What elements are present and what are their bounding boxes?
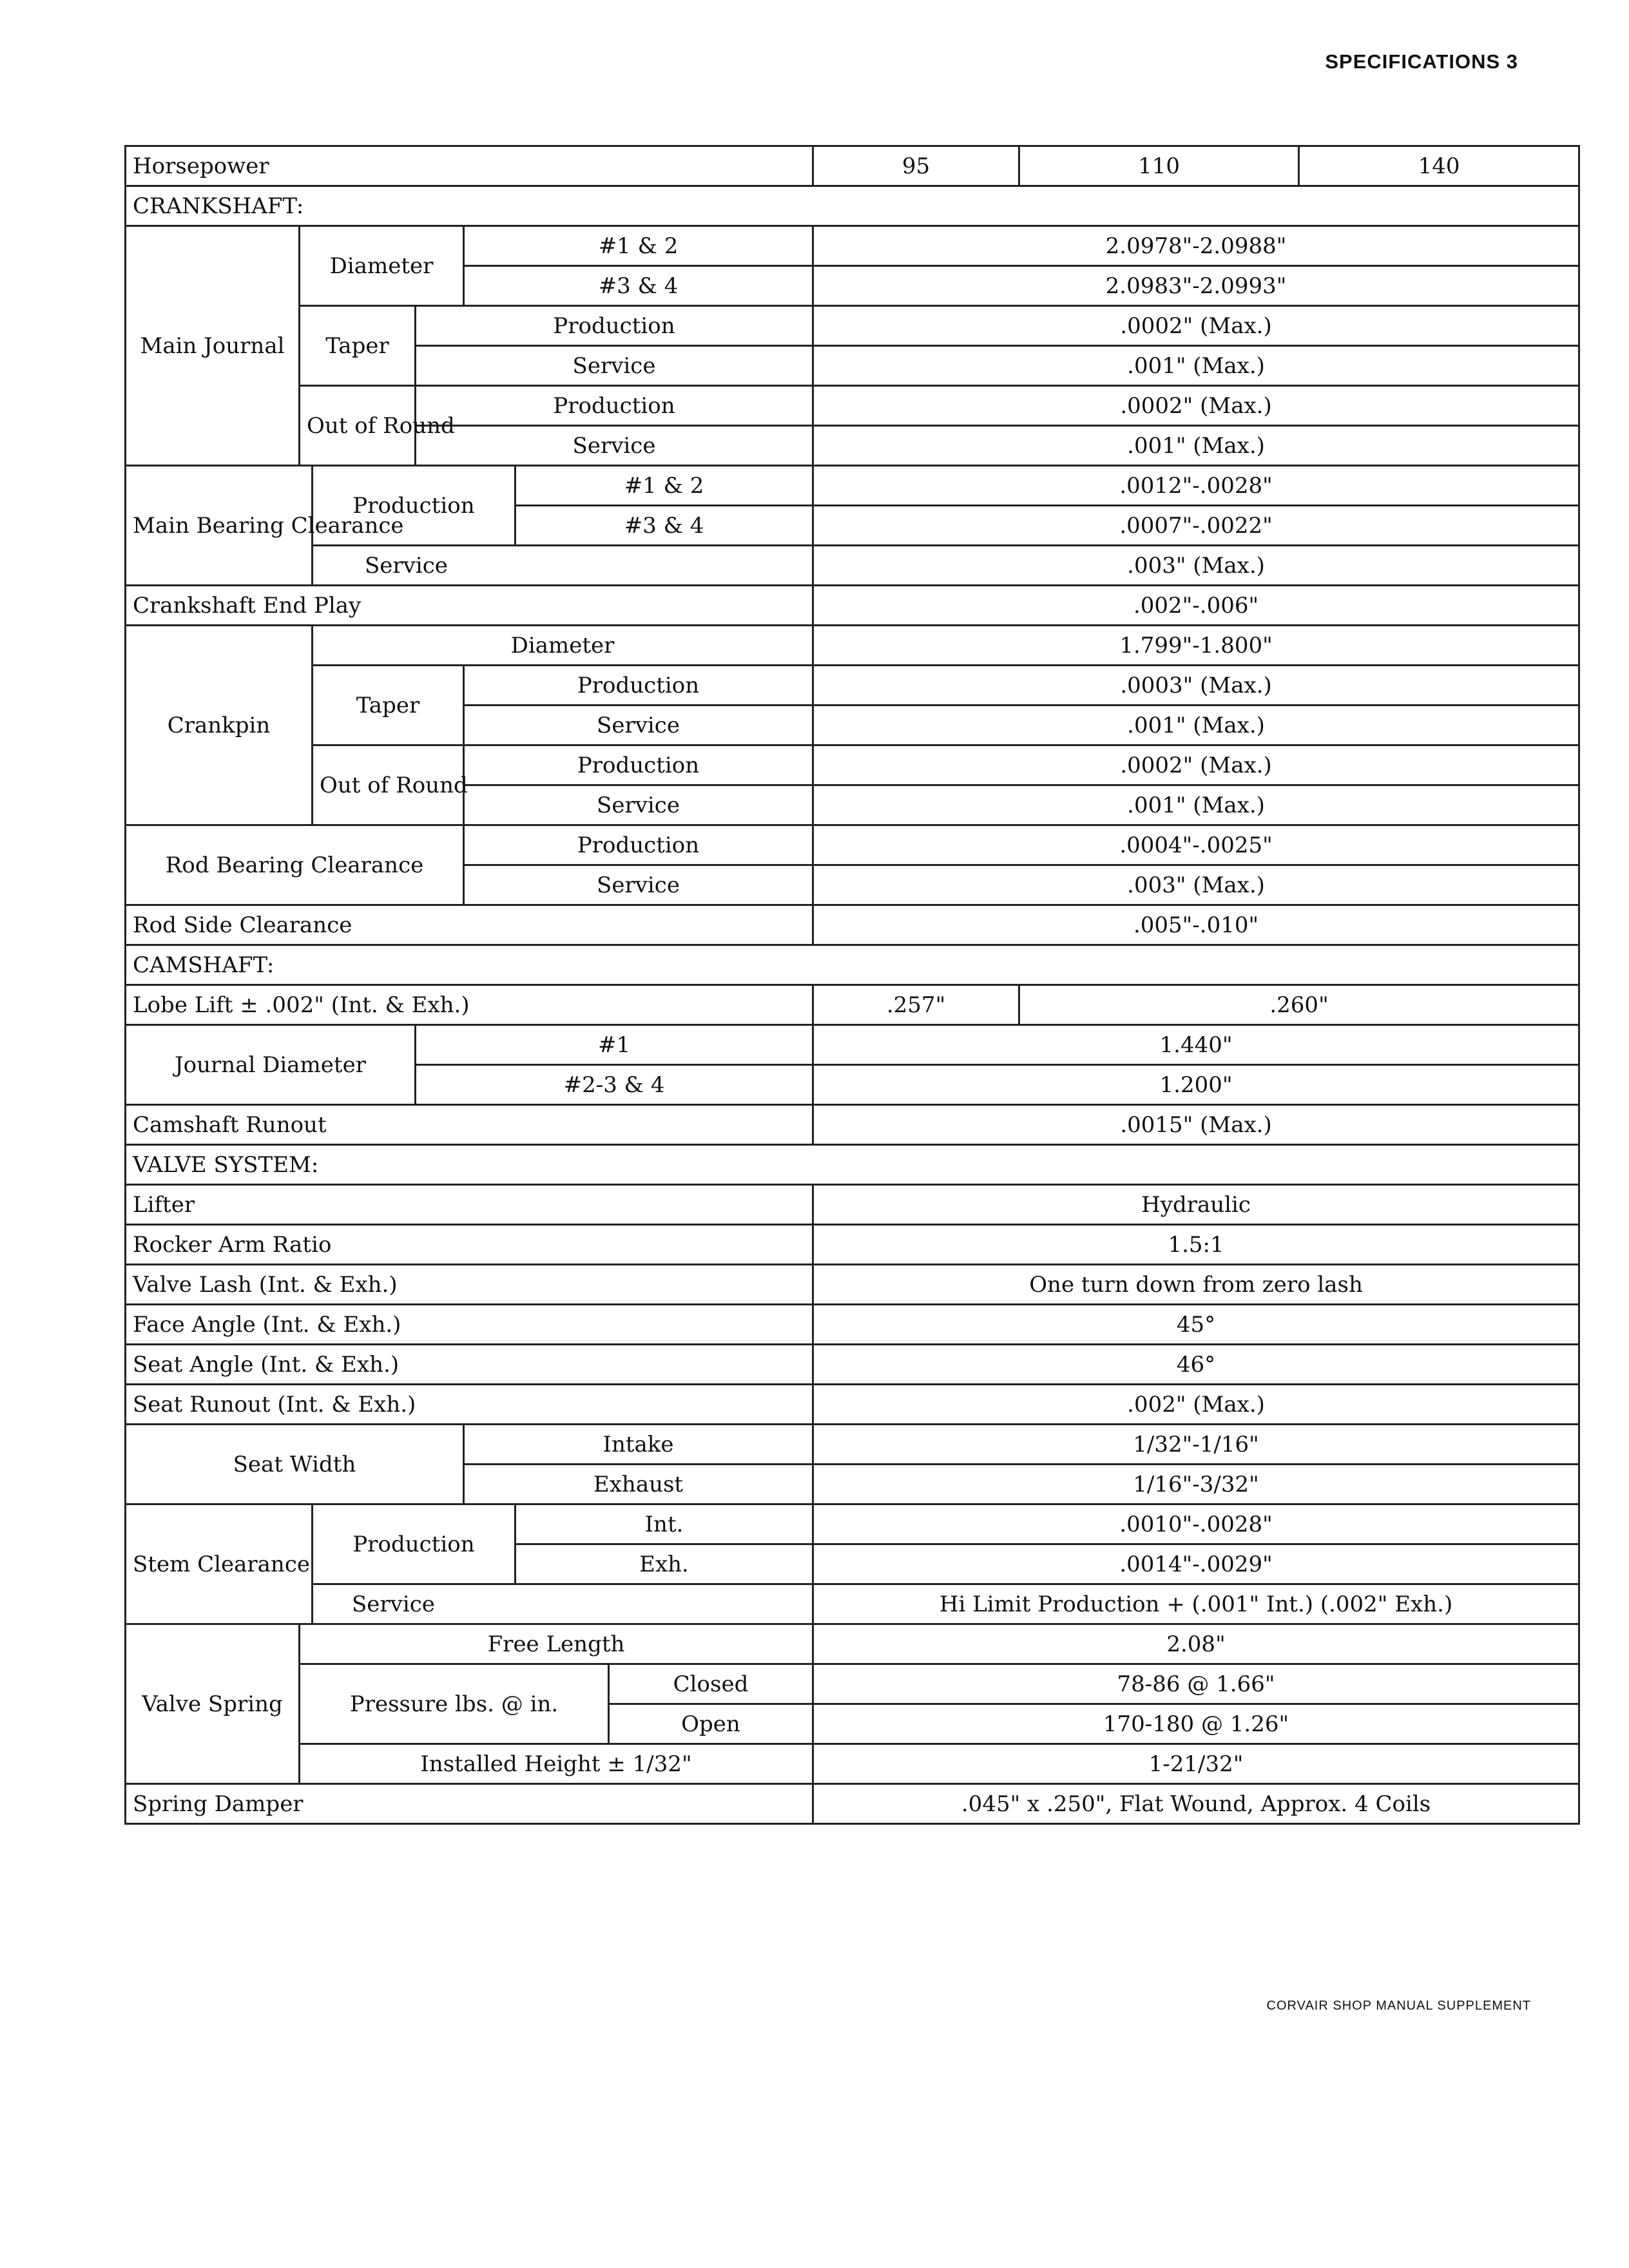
valve-system-heading-row [126, 1145, 1579, 1185]
pressure-closed-value: 78-86 @ 1.66" [813, 1664, 1579, 1704]
seat-width-intake-label: Intake [464, 1425, 813, 1465]
crankpin-diameter-label: Diameter [313, 626, 813, 666]
page-footer: CORVAIR SHOP MANUAL SUPPLEMENT [1266, 1999, 1531, 2013]
crankshaft-heading-row [126, 186, 1579, 226]
camshaft-heading-row [126, 945, 1579, 985]
table-row [126, 985, 1579, 1025]
seat-runout-label: Seat Runout (Int. & Exh.) [126, 1385, 813, 1425]
table-row [126, 745, 1579, 785]
seat-width-exhaust-label: Exhaust [464, 1465, 813, 1504]
crankshaft-heading: CRANKSHAFT: [126, 186, 1579, 226]
stem-exh-label: Exh. [516, 1544, 813, 1584]
journal-diameter-1-value: 1.440" [813, 1025, 1579, 1065]
crankpin-taper-production-label: Production [464, 666, 813, 706]
crankpin-oor-production-value: .0002" (Max.) [813, 745, 1579, 785]
main-bearing-12-label: #1 & 2 [516, 466, 813, 506]
main-journal-12-value: 2.0978"-2.0988" [813, 226, 1579, 266]
rod-bearing-production-label: Production [464, 825, 813, 865]
main-journal-oor-production-value: .0002" (Max.) [813, 386, 1579, 426]
valve-spring-label: Valve Spring [126, 1624, 300, 1784]
face-angle-label: Face Angle (Int. & Exh.) [126, 1305, 813, 1345]
face-angle-value: 45° [813, 1305, 1579, 1345]
horsepower-95: 95 [813, 146, 1019, 186]
crankpin-oor-label: Out of Round [313, 745, 464, 825]
table-row [126, 1504, 1579, 1544]
pressure-open-label: Open [609, 1704, 813, 1744]
table-row [126, 1624, 1579, 1664]
table-row [126, 1584, 1579, 1624]
journal-diameter-label: Journal Diameter [126, 1025, 416, 1105]
camshaft-runout-value: .0015" (Max.) [813, 1105, 1579, 1145]
end-play-value: .002"-.006" [813, 586, 1579, 626]
stem-service-label: Service [313, 1584, 813, 1624]
main-bearing-clearance-label: Main Bearing Clearance [126, 466, 313, 586]
end-play-label: Crankshaft End Play [126, 586, 813, 626]
journal-diameter-234-label: #2-3 & 4 [416, 1065, 813, 1105]
free-length-value: 2.08" [813, 1624, 1579, 1664]
lobe-lift-label: Lobe Lift ± .002" (Int. & Exh.) [126, 985, 813, 1025]
table-row [126, 1345, 1579, 1385]
table-row [126, 1385, 1579, 1425]
table-row [126, 1225, 1579, 1265]
journal-diameter-1-label: #1 [416, 1025, 813, 1065]
free-length-label: Free Length [300, 1624, 813, 1664]
installed-height-value: 1-21/32" [813, 1744, 1579, 1784]
table-row [126, 386, 1579, 426]
rod-bearing-service-value: .003" (Max.) [813, 865, 1579, 905]
main-bearing-34-label: #3 & 4 [516, 506, 813, 546]
valve-lash-label: Valve Lash (Int. & Exh.) [126, 1265, 813, 1305]
specifications-table [124, 145, 1580, 1825]
table-row [126, 825, 1579, 865]
lobe-lift-110-140-value: .260" [1019, 985, 1579, 1025]
table-row [126, 905, 1579, 945]
table-row [126, 466, 1579, 506]
page-header: SPECIFICATIONS 3 [1325, 50, 1518, 73]
camshaft-heading: CAMSHAFT: [126, 945, 1579, 985]
seat-angle-label: Seat Angle (Int. & Exh.) [126, 1345, 813, 1385]
seat-width-exhaust-value: 1/16"-3/32" [813, 1465, 1579, 1504]
main-journal-oor-service-value: .001" (Max.) [813, 426, 1579, 466]
crankpin-diameter-value: 1.799"-1.800" [813, 626, 1579, 666]
pressure-open-value: 170-180 @ 1.26" [813, 1704, 1579, 1744]
rocker-arm-ratio-label: Rocker Arm Ratio [126, 1225, 813, 1265]
spring-damper-value: .045" x .250", Flat Wound, Approx. 4 Coils [813, 1784, 1579, 1824]
horsepower-row [126, 146, 1579, 186]
crankpin-taper-production-value: .0003" (Max.) [813, 666, 1579, 706]
main-bearing-production-label: Production [313, 466, 516, 546]
lobe-lift-95-value: .257" [813, 985, 1019, 1025]
table-row [126, 626, 1579, 666]
main-journal-oor-production-label: Production [416, 386, 813, 426]
main-journal-oor-label: Out of Round [300, 386, 416, 466]
main-bearing-service-value: .003" (Max.) [813, 546, 1579, 586]
stem-exh-value: .0014"-.0029" [813, 1544, 1579, 1584]
table-row [126, 1185, 1579, 1225]
crankpin-taper-service-label: Service [464, 706, 813, 745]
stem-service-value: Hi Limit Production + (.001" Int.) (.002" Exh.) [813, 1584, 1579, 1624]
rocker-arm-ratio-value: 1.5:1 [813, 1225, 1579, 1265]
table-row [126, 586, 1579, 626]
rod-bearing-production-value: .0004"-.0025" [813, 825, 1579, 865]
main-journal-taper-production-label: Production [416, 306, 813, 346]
stem-int-value: .0010"-.0028" [813, 1504, 1579, 1544]
main-bearing-service-label: Service [313, 546, 813, 586]
main-bearing-34-value: .0007"-.0022" [813, 506, 1579, 546]
table-row [126, 546, 1579, 586]
crankpin-taper-label: Taper [313, 666, 464, 745]
crankpin-oor-service-label: Service [464, 785, 813, 825]
table-row [126, 1265, 1579, 1305]
rod-side-clearance-value: .005"-.010" [813, 905, 1579, 945]
main-journal-taper-label: Taper [300, 306, 416, 386]
table-row [126, 1025, 1579, 1065]
valve-lash-value: One turn down from zero lash [813, 1265, 1579, 1305]
rod-side-clearance-label: Rod Side Clearance [126, 905, 813, 945]
crankpin-taper-service-value: .001" (Max.) [813, 706, 1579, 745]
seat-angle-value: 46° [813, 1345, 1579, 1385]
lifter-value: Hydraulic [813, 1185, 1579, 1225]
rod-bearing-clearance-label: Rod Bearing Clearance [126, 825, 464, 905]
main-journal-taper-production-value: .0002" (Max.) [813, 306, 1579, 346]
table-row [126, 226, 1579, 266]
valve-system-heading: VALVE SYSTEM: [126, 1145, 1579, 1185]
table-row [126, 1105, 1579, 1145]
spring-damper-label: Spring Damper [126, 1784, 813, 1824]
main-journal-oor-service-label: Service [416, 426, 813, 466]
camshaft-runout-label: Camshaft Runout [126, 1105, 813, 1145]
table-row [126, 1305, 1579, 1345]
stem-production-label: Production [313, 1504, 516, 1584]
horsepower-label: Horsepower [126, 146, 813, 186]
table-row [126, 1425, 1579, 1465]
seat-width-intake-value: 1/32"-1/16" [813, 1425, 1579, 1465]
installed-height-label: Installed Height ± 1/32" [300, 1744, 813, 1784]
table-row [126, 1664, 1579, 1704]
table-row [126, 1784, 1579, 1824]
seat-width-label: Seat Width [126, 1425, 464, 1504]
journal-diameter-234-value: 1.200" [813, 1065, 1579, 1105]
main-journal-34-label: #3 & 4 [464, 266, 813, 306]
pressure-label: Pressure lbs. @ in. [300, 1664, 609, 1744]
horsepower-140: 140 [1299, 146, 1579, 186]
lifter-label: Lifter [126, 1185, 813, 1225]
crankpin-oor-service-value: .001" (Max.) [813, 785, 1579, 825]
rod-bearing-service-label: Service [464, 865, 813, 905]
horsepower-110: 110 [1019, 146, 1299, 186]
main-journal-12-label: #1 & 2 [464, 226, 813, 266]
main-bearing-12-value: .0012"-.0028" [813, 466, 1579, 506]
main-journal-diameter-label: Diameter [300, 226, 464, 306]
crankpin-oor-production-label: Production [464, 745, 813, 785]
crankpin-label: Crankpin [126, 626, 313, 825]
main-journal-label: Main Journal [126, 226, 300, 466]
table-row [126, 666, 1579, 706]
stem-clearance-label: Stem Clearance [126, 1504, 313, 1624]
stem-int-label: Int. [516, 1504, 813, 1544]
main-journal-34-value: 2.0983"-2.0993" [813, 266, 1579, 306]
table-row [126, 306, 1579, 346]
pressure-closed-label: Closed [609, 1664, 813, 1704]
seat-runout-value: .002" (Max.) [813, 1385, 1579, 1425]
table-row [126, 1744, 1579, 1784]
main-journal-taper-service-label: Service [416, 346, 813, 386]
main-journal-taper-service-value: .001" (Max.) [813, 346, 1579, 386]
